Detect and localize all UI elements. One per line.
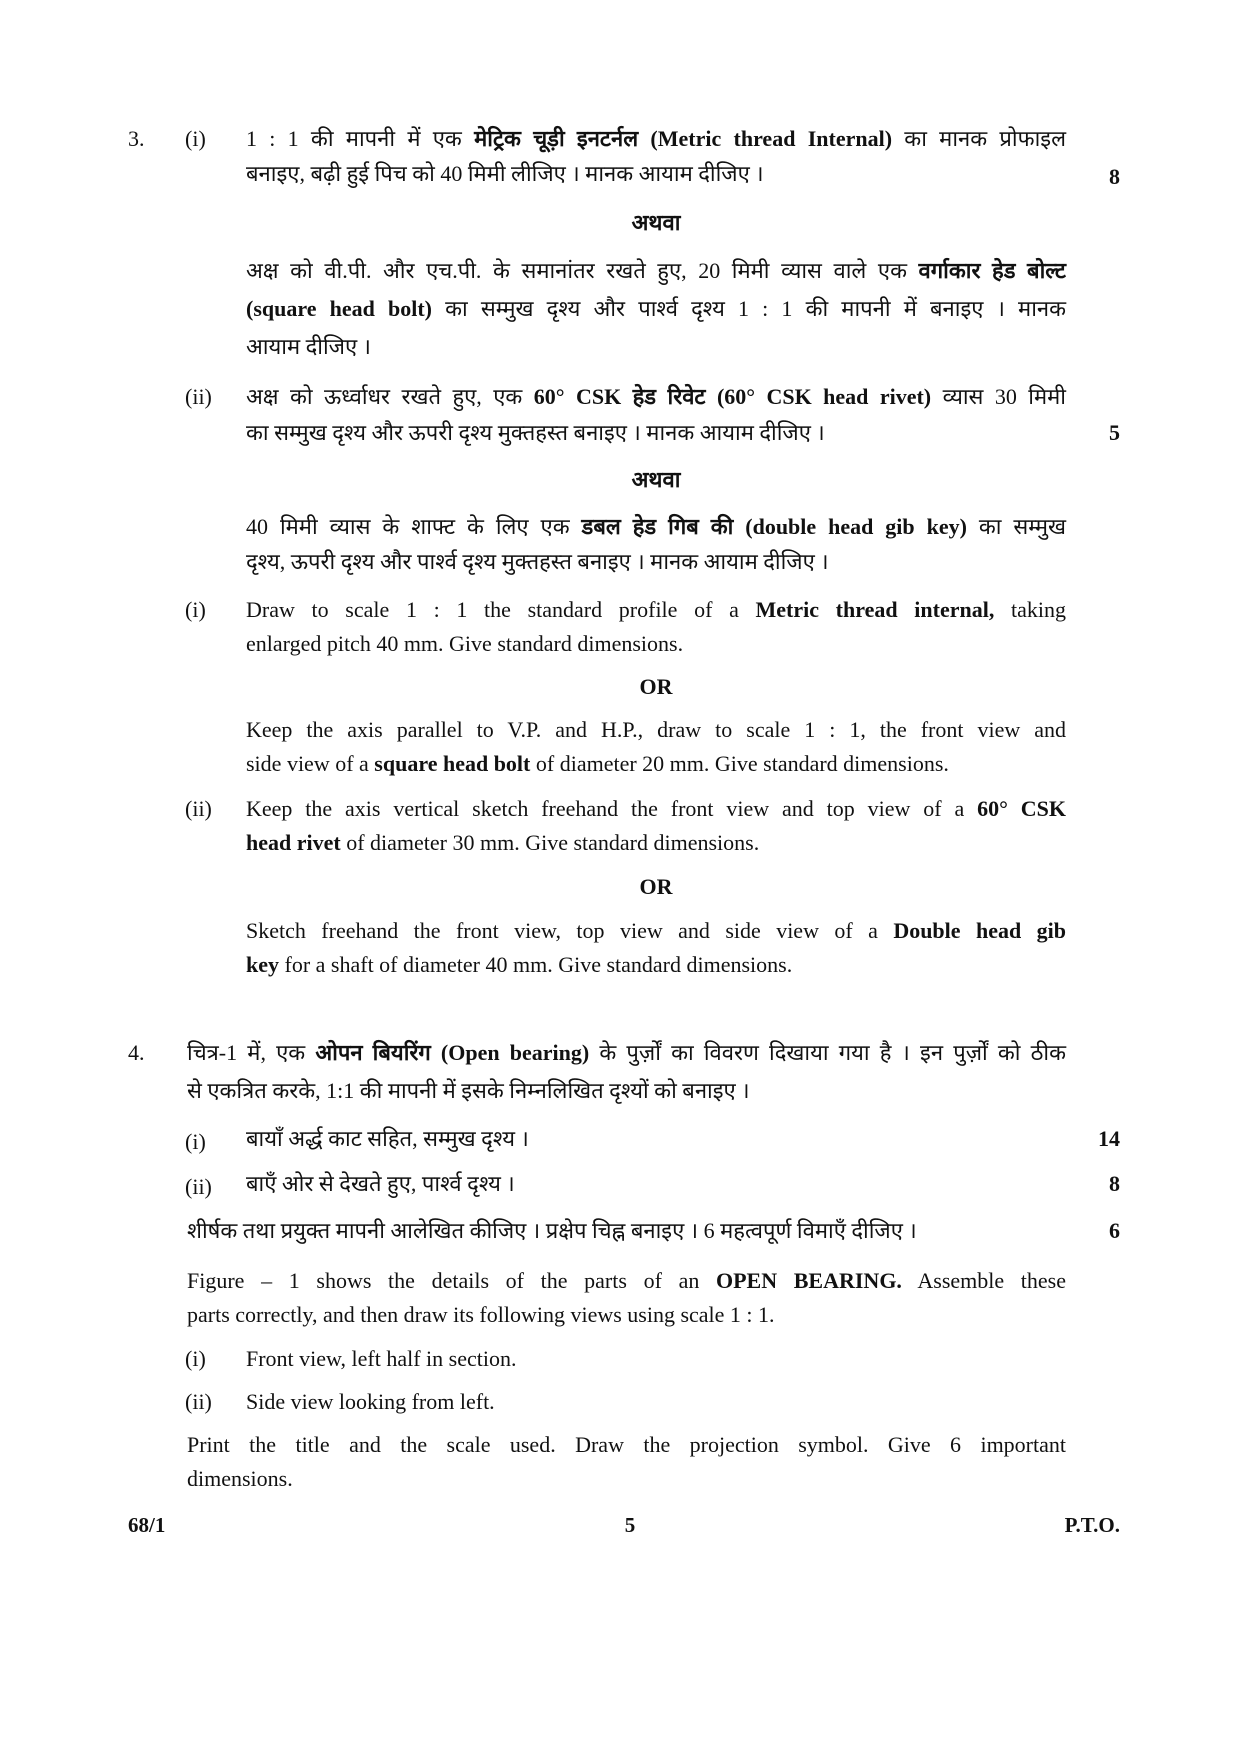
q4-ii-english-text: Side view looking from left. [246, 1389, 495, 1414]
q4-part-ii-label-hi: (ii) [185, 1174, 212, 1199]
q3-part-i-label-hi: (i) [185, 126, 206, 151]
q4-ii-hindi-text: बाएँ ओर से देखते हुए, पार्श्व दृश्य । [246, 1171, 515, 1196]
q3-alt1-hindi-line-3: आयाम दीजिए । [246, 334, 372, 359]
or-divider-en-2: OR [639, 874, 673, 899]
q4-i-marks: 14 [1098, 1126, 1120, 1151]
q4-ii-marks: 8 [1109, 1171, 1120, 1196]
q3-i-hindi-line-1: 1 : 1 की मापनी में एक मेट्रिक चूड़ी इनटर्नल (Metric thread Internal) का मानक प्रोफाइल [246, 126, 1066, 151]
q3-ii-marks: 5 [1109, 420, 1120, 445]
q4-english-intro-line-2: parts correctly, and then draw its following views using scale 1 : 1. [187, 1302, 775, 1327]
q3-ii-hindi-line-2: का सम्मुख दृश्य और ऊपरी दृश्य मुक्तहस्त बनाइए । मानक आयाम दीजिए । [246, 420, 825, 445]
q3-i-hindi-line-2: बनाइए, बढ़ी हुई पिच को 40 मिमी लीजिए । मानक आयाम दीजिए । [246, 161, 764, 186]
q3-alt1-english-line-2: side view of a square head bolt of diameter 20 mm. Give standard dimensions. [246, 751, 949, 776]
q4-i-hindi-text: बायाँ अर्द्ध काट सहित, सम्मुख दृश्य । [246, 1126, 529, 1151]
q4-part-i-label-en: (i) [185, 1346, 206, 1371]
question-4-number: 4. [128, 1040, 145, 1065]
q4-hindi-intro-line-2: से एकत्रित करके, 1:1 की मापनी में इसके निम्नलिखित दृश्यों को बनाइए । [187, 1078, 750, 1103]
page-number: 5 [624, 1513, 636, 1537]
q4-title-marks: 6 [1109, 1218, 1120, 1243]
q4-hindi-intro-line-1: चित्र-1 में, एक ओपन बियरिंग (Open bearing) के पुर्ज़ों का विवरण दिखाया गया है । इन पुर्ज़ों को ठीक [187, 1040, 1066, 1065]
q3-i-english-line-2: enlarged pitch 40 mm. Give standard dimensions. [246, 631, 684, 656]
q4-hindi-title-line: शीर्षक तथा प्रयुक्त मापनी आलेखित कीजिए । प्रक्षेप चिह्न बनाइए । 6 महत्वपूर्ण विमाएँ दीजिए । [187, 1218, 917, 1243]
q4-english-closing-line-2: dimensions. [187, 1466, 293, 1491]
pto-label: P.T.O. [1064, 1513, 1120, 1537]
or-divider-en-1: OR [639, 674, 673, 699]
or-divider-hi-1: अथवा [631, 210, 681, 235]
q4-english-intro-line-1: Figure – 1 shows the details of the parts of an OPEN BEARING. Assemble these [187, 1268, 1066, 1293]
q3-part-ii-label-hi: (ii) [185, 384, 212, 409]
q4-i-english-text: Front view, left half in section. [246, 1346, 517, 1371]
q3-i-marks: 8 [1109, 164, 1120, 189]
q4-part-ii-label-en: (ii) [185, 1389, 212, 1414]
q3-alt2-english-line-2: key for a shaft of diameter 40 mm. Give standard dimensions. [246, 952, 793, 977]
q3-alt2-hindi-line-2: दृश्य, ऊपरी दृश्य और पार्श्व दृश्य मुक्तहस्त बनाइए । मानक आयाम दीजिए । [246, 549, 829, 574]
q4-english-closing-line-1: Print the title and the scale used. Draw the projection symbol. Give 6 important [187, 1432, 1066, 1457]
q3-alt2-english-line-1: Sketch freehand the front view, top view and side view of a Double head gib [246, 918, 1066, 943]
paper-code: 68/1 [128, 1513, 166, 1537]
q3-ii-hindi-line-1: अक्ष को ऊर्ध्वाधर रखते हुए, एक 60° CSK हेड रिवेट (60° CSK head rivet) व्यास 30 मिमी [246, 384, 1067, 409]
q3-part-i-label-en: (i) [185, 597, 206, 622]
or-divider-hi-2: अथवा [631, 467, 681, 492]
q4-part-i-label-hi: (i) [185, 1129, 206, 1154]
q3-alt1-hindi-line-2: (square head bolt) का सम्मुख दृश्य और पार्श्व दृश्य 1 : 1 की मापनी में बनाइए । मानक [246, 296, 1067, 321]
q3-i-english-line-1: Draw to scale 1 : 1 the standard profile of a Metric thread internal, taking [246, 597, 1066, 622]
q3-alt2-hindi-line-1: 40 मिमी व्यास के शाफ्ट के लिए एक डबल हेड गिब की (double head gib key) का सम्मुख [246, 514, 1067, 539]
q3-ii-english-line-1: Keep the axis vertical sketch freehand the front view and top view of a 60° CSK [246, 796, 1066, 821]
q3-ii-english-line-2: head rivet of diameter 30 mm. Give standard dimensions. [246, 830, 760, 855]
q3-alt1-hindi-line-1: अक्ष को वी.पी. और एच.पी. के समानांतर रखते हुए, 20 मिमी व्यास वाले एक वर्गाकार हेड बोल्ट [246, 258, 1066, 283]
question-3-number: 3. [128, 126, 145, 151]
q3-part-ii-label-en: (ii) [185, 796, 212, 821]
q3-alt1-english-line-1: Keep the axis parallel to V.P. and H.P., draw to scale 1 : 1, the front view and [246, 717, 1066, 742]
